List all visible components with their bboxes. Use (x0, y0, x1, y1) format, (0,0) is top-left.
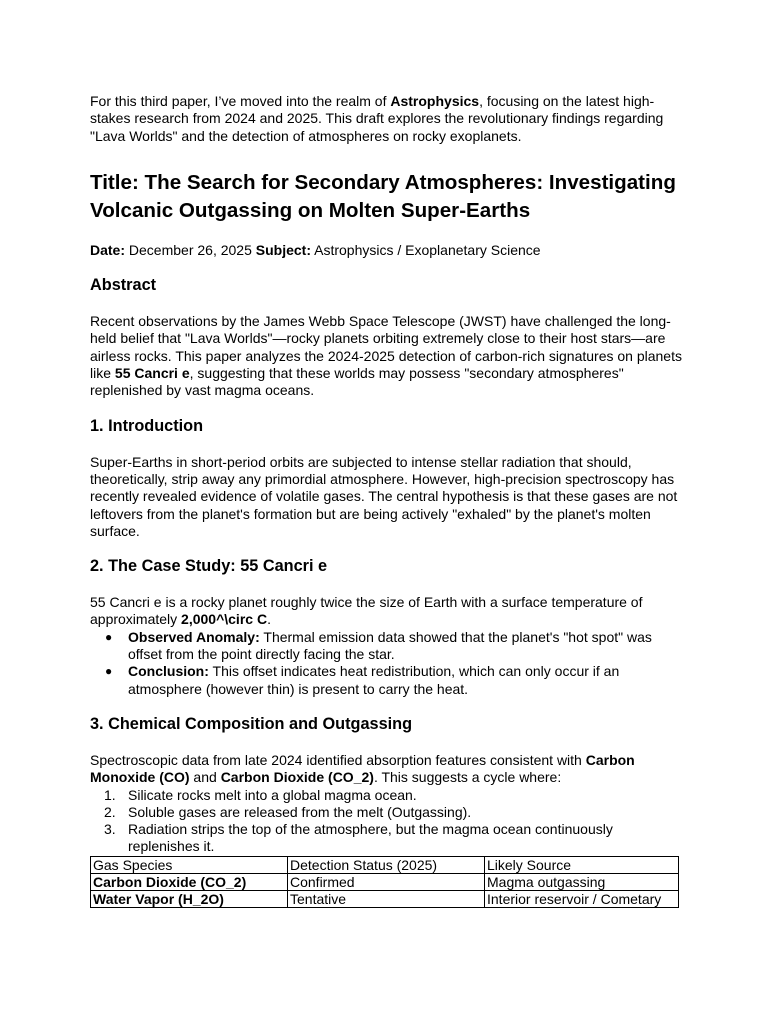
gas-species-table (90, 856, 679, 908)
subject-value: Astrophysics / Exoplanetary Science (311, 241, 541, 258)
chemistry-text: Spectroscopic data from late 2024 identified absorption features consistent with (90, 751, 586, 768)
case-study-bullet-list (90, 629, 682, 698)
list-item (90, 629, 682, 664)
case-study-bold: 2,000^\circ C (181, 611, 268, 628)
abstract-text: Recent observations by the James Webb Space Telescope (JWST) have challenged the long-held belief that "Lava Worlds"—rocky planets orbiting extremely close to their host stars—are airless rocks. This paper analyzes the 2024-2025 detection of carbon-rich signatures on planets like (90, 313, 682, 382)
bullet-label: Conclusion: (128, 663, 209, 680)
table-header-cell: Detection Status (2025) (288, 856, 485, 873)
step-text: Soluble gases are released from the melt (Outgassing). (128, 803, 472, 820)
meta-line (90, 242, 682, 259)
case-study-heading: 2. The Case Study: 55 Cancri e (90, 557, 328, 576)
date-label: Date: (90, 241, 126, 258)
abstract-paragraph (90, 313, 682, 399)
table-header-row (91, 856, 679, 873)
intro-bold: Astrophysics (390, 93, 480, 109)
step-text: Radiation strips the top of the atmosphere, but the magma ocean continuously replenishes it. (128, 821, 613, 855)
abstract-text-cont: , suggesting that these worlds may possess "secondary atmospheres" replenished by vast magma oceans. (90, 365, 624, 399)
chemistry-text-and: and (189, 769, 221, 786)
table-cell: Interior reservoir / Cometary (485, 890, 679, 907)
intro-text-cont: , focusing on the latest high-stakes research from 2024 and 2025. This draft explores the revolutionary findings regarding "Lava Worlds" and the detection of atmospheres on rocky exoplanets. (90, 93, 664, 144)
table-header-cell: Likely Source (485, 856, 679, 873)
case-study-paragraph (90, 594, 682, 629)
list-item (90, 787, 682, 804)
chemistry-bold-co2: Carbon Dioxide (CO_2) (220, 769, 374, 786)
subject-label: Subject: (255, 241, 311, 258)
bullet-text: This offset indicates heat redistribution, which can only occur if an atmosphere (however thin) is present to carry the heat. (128, 663, 620, 697)
list-item (90, 821, 682, 856)
chemistry-bold-co: Carbon Monoxide (CO) (90, 751, 635, 786)
abstract-heading: Abstract (90, 276, 157, 295)
bullet-icon: ● (105, 664, 113, 679)
table-row (91, 873, 679, 890)
gas-name: Carbon Dioxide (CO_2) (93, 873, 247, 890)
chemistry-heading: 3. Chemical Composition and Outgassing (90, 714, 413, 733)
case-study-text: 55 Cancri e is a rocky planet roughly twice the size of Earth with a surface temperature of approximately (90, 594, 643, 628)
table-cell: Tentative (288, 890, 485, 907)
case-study-text-cont: . (267, 611, 271, 628)
table-header-cell: Gas Species (91, 856, 288, 873)
bullet-label: Observed Anomaly: (128, 628, 260, 645)
table-cell (91, 873, 288, 890)
step-number: 3. (104, 821, 116, 838)
chemistry-paragraph (90, 752, 682, 787)
table-cell: Confirmed (288, 873, 485, 890)
chemistry-text-cont: . This suggests a cycle where: (373, 769, 562, 786)
step-text: Silicate rocks melt into a global magma ocean. (128, 786, 417, 803)
intro-paragraph (90, 93, 682, 145)
document-body (90, 93, 682, 908)
step-number: 1. (104, 786, 116, 803)
bullet-icon: ● (105, 629, 113, 644)
bullet-text: Thermal emission data showed that the planet's "hot spot" was offset from the point directly facing the star. (128, 628, 652, 663)
table-cell (91, 890, 288, 907)
list-item (90, 804, 682, 821)
intro-text: For this third paper, I’ve moved into the realm of (90, 93, 391, 109)
step-number: 2. (104, 803, 116, 820)
introduction-heading: 1. Introduction (90, 416, 204, 435)
table-cell: Magma outgassing (485, 873, 679, 890)
document-title: Title: The Search for Secondary Atmospheres: Investigating Volcanic Outgassing on Molten Super-Earths (90, 170, 676, 222)
gas-name: Water Vapor (H_2O) (93, 890, 224, 907)
abstract-bold: 55 Cancri e (114, 365, 190, 382)
table-row (91, 890, 679, 907)
list-item (90, 663, 682, 698)
outgassing-steps-list (90, 787, 682, 856)
introduction-paragraph: Super-Earths in short-period orbits are subjected to intense stellar radiation that should, theoretically, strip away any primordial atmosphere. However, high-precision spectroscopy has recently revealed evidence of volatile gases. The central hypothesis is that these gases are not leftovers from the planet's formation but are being actively "exhaled" by the planet's molten surface. (90, 453, 678, 539)
date-value: December 26, 2025 (125, 241, 256, 258)
